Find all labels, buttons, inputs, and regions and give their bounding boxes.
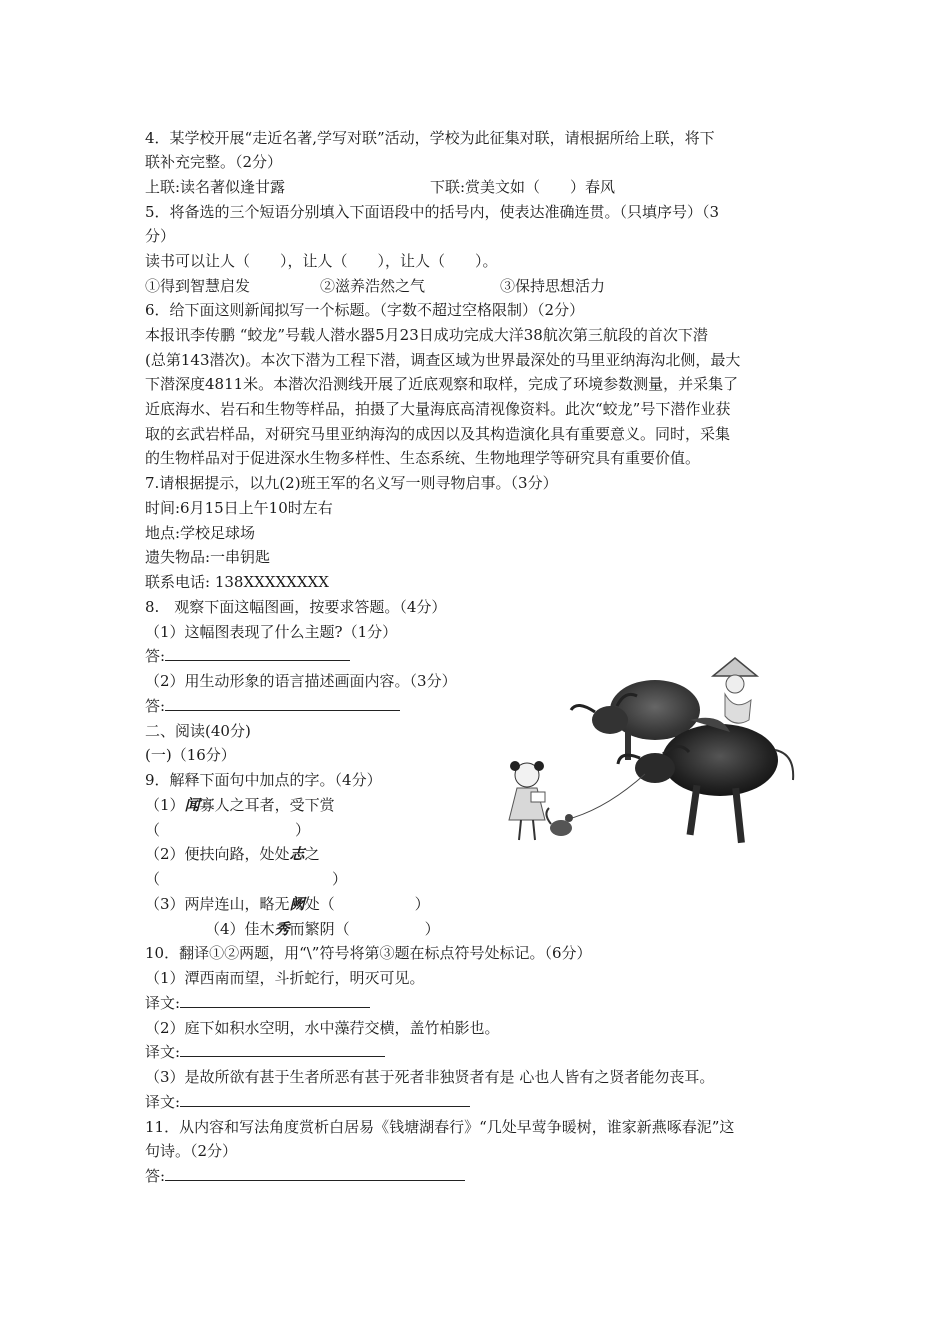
q8-answer1-blank[interactable] [165, 646, 350, 661]
q8-answer2-label: 答: [145, 697, 166, 715]
q10-a3-blank[interactable] [180, 1092, 470, 1107]
q6-news-line1: 本报讯李传鹏 “蛟龙”号载人潜水器5月23日成功完成大洋38航次第三航段的首次下潜 [145, 326, 708, 344]
q9-s3-suffix: 处（ [304, 895, 335, 913]
q9-a2-open: （ [145, 870, 161, 888]
q5-stem-line2: 分） [145, 227, 176, 245]
q8-answer2 [145, 696, 400, 716]
q5-option-3: ③保持思想活力 [500, 277, 606, 295]
q10-stem: 10．翻译①②两题，用“\”符号将第③题在标点符号处标记。（6分） [145, 944, 592, 962]
q10-answer2 [145, 1042, 385, 1062]
q6-news-line5: 取的玄武岩样品，对研究马里亚纳海沟的成因以及其构造演化具有重要意义。同时，采集 [145, 425, 731, 443]
q10-sentence2: （2）庭下如积水空明，水中藻荇交横，盖竹柏影也。 [145, 1019, 500, 1037]
q11-stem-line2: 句诗。（2分） [145, 1142, 238, 1160]
q9-a3-close: ） [414, 895, 430, 913]
q9-sentence1 [145, 795, 335, 815]
q4-stem-line1: 4．某学校开展“走近名著,学写对联”活动，学校为此征集对联，请根据所给上联，将下 [145, 129, 715, 147]
q6-news-line2: (总第143潜次)。本次下潜为工程下潜，调查区域为世界最深处的马里亚纳海沟北侧，最大 [145, 351, 741, 369]
q7-time: 时间:6月15日上午10时左右 [145, 499, 333, 517]
q6-stem: 6．给下面这则新闻拟写一个标题。（字数不超过空格限制）（2分） [145, 301, 585, 319]
q8-stem: 8. 观察下面这幅图画，按要求答题。（4分） [145, 598, 447, 616]
q11-answer-label: 答: [145, 1167, 166, 1185]
reading-section-title: 二、阅读(40分) [145, 722, 251, 740]
q9-s2-dotted-char: 志 [289, 845, 305, 863]
q9-sentence3 [145, 894, 430, 914]
q9-a2-close: ） [332, 870, 348, 888]
q11-answer [145, 1166, 465, 1186]
q9-stem: 9．解释下面句中加点的字。（4分） [145, 771, 382, 789]
q9-s3-dotted-char: 阙 [289, 895, 305, 913]
q9-a1-open: （ [145, 821, 161, 839]
q11-answer-blank[interactable] [165, 1166, 465, 1181]
herder-icon [713, 658, 757, 723]
q7-phone: 联系电话: 138XXXXXXXX [145, 573, 329, 591]
rope-icon [565, 774, 645, 820]
q7-item: 遗失物品:一串钥匙 [145, 548, 271, 566]
q9-s2-prefix: （2）便扶向路，处处 [145, 845, 290, 863]
q9-a1-close: ） [295, 821, 311, 839]
q8-answer1-label: 答: [145, 647, 166, 665]
q6-news-line4: 近底海水、岩石和生物等样品，拍摄了大量海底高清视像资料。此次“蛟龙”号下潜作业获 [145, 400, 731, 418]
q10-answer3 [145, 1092, 470, 1112]
q10-a3-label: 译文: [145, 1093, 181, 1111]
q9-s1-dotted-char: 闻 [184, 796, 200, 814]
q5-sentence: 读书可以让人（ ），让人（ ），让人（ ）。 [145, 252, 498, 270]
q11-stem-line1: 11．从内容和写法角度赏析白居易《钱塘湖春行》“几处早莺争暖树，谁家新燕啄春泥”这 [145, 1118, 735, 1136]
q10-a1-label: 译文: [145, 994, 181, 1012]
q9-answer2 [145, 869, 347, 889]
q4-stem-line2: 联补充完整。（2分） [145, 153, 283, 171]
q4-upper-couplet: 上联:读名著似逢甘露 [145, 178, 286, 196]
q8-answer1 [145, 646, 350, 666]
q7-place: 地点:学校足球场 [145, 524, 256, 542]
q9-s4-prefix: （4）佳木 [205, 920, 275, 938]
rooster-icon [546, 808, 573, 836]
q9-s1-suffix: 寡人之耳者，受下赏 [199, 796, 335, 814]
q9-s4-dotted-char: 秀 [274, 920, 290, 938]
q9-a4-close: ） [424, 920, 440, 938]
q6-news-line3: 下潜深度4811米。本潜次沿测线开展了近底观察和取样，完成了环境参数测量，并采集了 [145, 375, 739, 393]
buffalo-ink-illustration [505, 650, 805, 870]
q9-s3-prefix: （3）两岸连山，略无 [145, 895, 290, 913]
q10-answer1 [145, 993, 370, 1013]
reading-part1-title: (一)（16分） [145, 746, 236, 764]
q5-option-2: ②滋养浩然之气 [320, 277, 426, 295]
q9-sentence2 [145, 844, 320, 864]
q10-a2-blank[interactable] [180, 1042, 385, 1057]
q7-stem: 7.请根据提示，以九(2)班王军的名义写一则寻物启事。（3分） [145, 474, 558, 492]
q9-s4-suffix: 而繁阴（ [289, 920, 350, 938]
q10-a1-blank[interactable] [180, 993, 370, 1008]
q10-a2-label: 译文: [145, 1043, 181, 1061]
q5-option-1: ①得到智慧启发 [145, 277, 251, 295]
child-icon [509, 761, 545, 840]
q9-s2-suffix: 之 [304, 845, 320, 863]
q4-lower-couplet: 下联:赏美文如（ ）春风 [430, 178, 616, 196]
q10-sentence1: （1）潭西南而望，斗折蛇行，明灭可见。 [145, 969, 425, 987]
q10-sentence3: （3）是故所欲有甚于生者所恶有甚于死者非独贤者有是 心也人皆有之贤者能勿丧耳。 [145, 1068, 715, 1086]
q8-sub1: （1）这幅图表现了什么主题?（1分） [145, 623, 398, 641]
q8-sub2: （2）用生动形象的语言描述画面内容。（3分） [145, 672, 457, 690]
q6-news-line6: 的生物样品对于促进深水生物多样性、生态系统、生物地理学等研究具有重要价值。 [145, 449, 701, 467]
q8-answer2-blank[interactable] [165, 696, 400, 711]
q5-stem-line1: 5．将备选的三个短语分别填入下面语段中的括号内，使表达准确连贯。（只填序号）（3 [145, 203, 720, 221]
q9-answer1 [145, 820, 310, 840]
q9-sentence4 [205, 919, 440, 939]
q9-s1-prefix: （1） [145, 796, 185, 814]
